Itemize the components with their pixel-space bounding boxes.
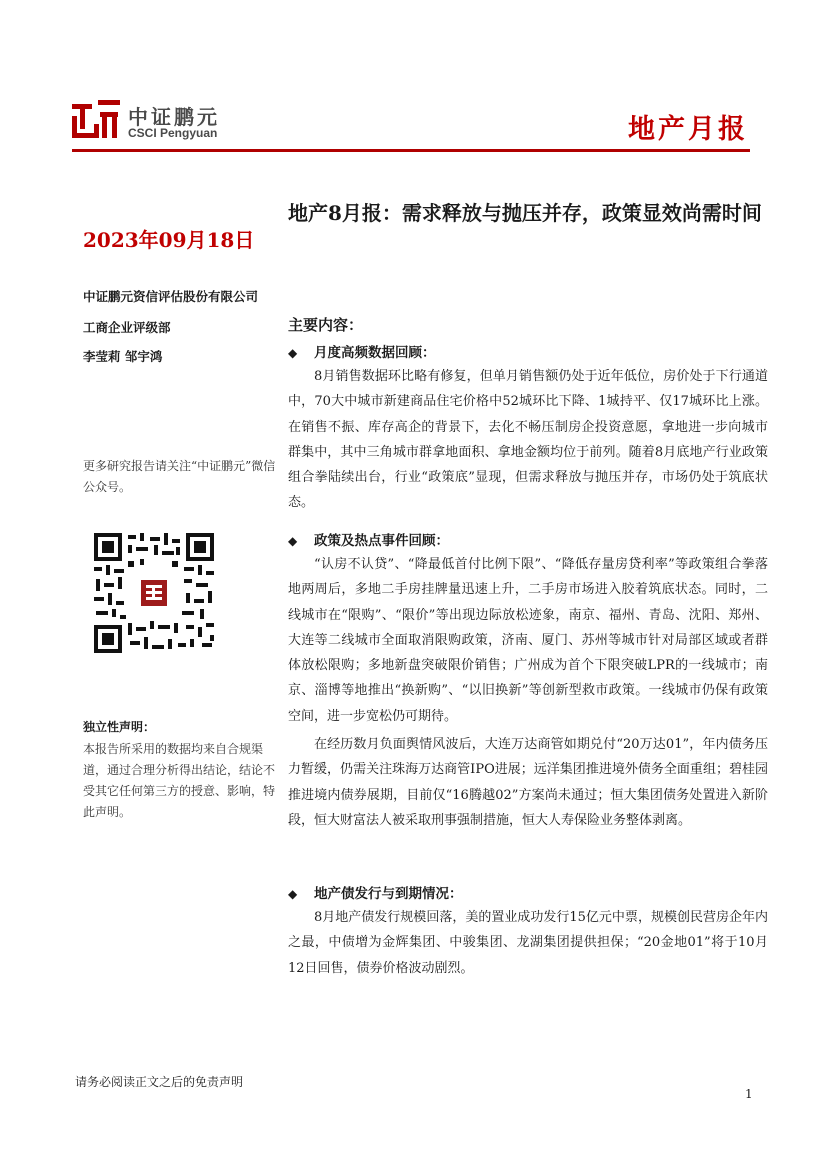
company-name: 中证鹏元资信评估股份有限公司: [83, 289, 259, 304]
diamond-bullet-icon: ◆: [288, 887, 298, 901]
section-bond-issuance: [288, 882, 768, 981]
header-divider: [72, 149, 750, 152]
summary-heading: 主要内容：: [288, 316, 364, 334]
department-name: 工商企业评级部: [83, 320, 171, 335]
independence-statement-text: 本报告所采用的数据均来自合规渠道，通过合理分析得出结论，结论不受其它任何第三方的授意、影响，特此声明。: [83, 742, 276, 819]
company-logo-icon: [72, 100, 120, 142]
paragraph: 8月地产债发行规模回落，美的置业成功发行15亿元中票，规模创民营房企年内之最，中债增为金辉集团、中骏集团、龙湖集团提供担保；“20金地01”将于10月12日回售，债券价格波动剧烈。: [288, 910, 768, 976]
section-heading: ◆ 月度高频数据回顾：: [288, 345, 436, 361]
author-names: 李莹莉 邹宇鸿: [83, 349, 163, 364]
report-title: 地产8月报：需求释放与抛压并存，政策显效尚需时间: [288, 201, 762, 225]
section-heading: ◆ 政策及热点事件回顾：: [288, 533, 449, 549]
report-type-title: 地产月报: [628, 114, 748, 145]
section-policy-events: [288, 529, 768, 833]
diamond-bullet-icon: ◆: [288, 534, 298, 548]
section-heading: ◆ 地产债发行与到期情况：: [288, 886, 463, 902]
independence-statement-title: 独立性声明：: [83, 720, 156, 734]
logo-chinese-name: 中证鹏元: [128, 105, 220, 129]
disclaimer-note: 请务必阅读正文之后的免责声明: [75, 1075, 244, 1089]
section-monthly-data: [288, 341, 768, 516]
qr-code-icon: [92, 531, 216, 655]
page-number: 1: [745, 1087, 753, 1101]
paragraph: 8月销售数据环比略有修复，但单月销售额仍处于近年低位，房价处于下行通道中，70大中城市新建商品住宅价格中52城环比下降、1城持平、仅17城环比上涨。在销售不振、库存高企的背景下，去化不畅压制房企投资意愿，拿地进一步向城市群集中，其中三角城市群拿地面积、拿地金额均位于前列。随着8月底地产行业政策组合拳陆续出台，行业“政策底”显现，但需求释放与抛压并存，市场仍处于筑底状态。: [288, 369, 768, 511]
paragraph: “认房不认贷”、“降最低首付比例下限”、“降低存量房贷利率”等政策组合拳落地两周后，多地二手房挂牌量迅速上升，二手房市场进入胶着筑底状态。同时，二线城市在“限购”、“限价”等出现边际放松迹象，南京、福州、青岛、沈阳、郑州、大连等二线城市全面取消限购政策，济南、厦门、苏州等城市针对局部区域或者群体放松限购；多地新盘突破限价销售；广州成为首个下限突破LPR的一线城市；南京、淄博等地推出“换新购”、“以旧换新”等创新型救市政策。一线城市仍保有政策空间，进一步宽松仍可期待。: [288, 557, 768, 724]
follow-note: 更多研究报告请关注“中证鹏元”微信公众号。: [83, 459, 276, 494]
report-date: 2023年09月18日: [83, 228, 255, 252]
paragraph: 在经历数月负面舆情风波后，大连万达商管如期兑付“20万达01”，年内债务压力暂缓，仍需关注珠海万达商管IPO进展；远洋集团推进境外债务全面重组；碧桂园推进境内债券展期，目前仅“16腾越02”方案尚未通过；恒大集团债务处置进入新阶段，恒大财富法人被采取刑事强制措施，恒大人寿保险业务整体剥离。: [288, 737, 768, 828]
logo-english-name: CSCI Pengyuan: [128, 126, 218, 140]
diamond-bullet-icon: ◆: [288, 346, 298, 360]
